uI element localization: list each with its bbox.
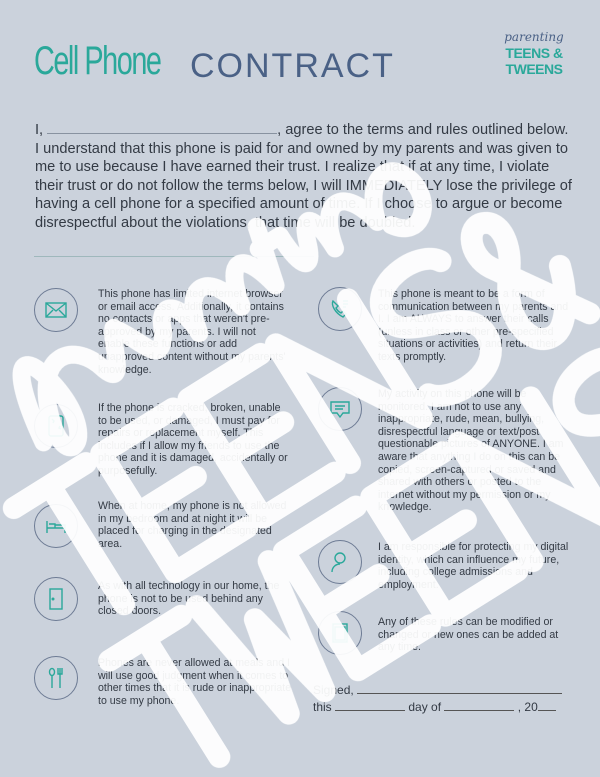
utensils-icon [34,656,78,700]
rule-item: My activity on this phone will be monitored. I am not to use any inappropriate, rude, mean, bullying, disrespectful language or text/post questionable pictures of ANYONE. I am aware that anything I do on this can be copied, screen-captured or saved and shared with others or posted to the internet without my permission or my knowledge. [378,388,564,514]
intro-text: , agree to the terms and rules outlined below. I understand that this phone is paid for and owned by my parents and was given to me to use because I have earned their trust. I realize that if at any time, I violate their trust or do not follow the terms below, I will IMMEDIATELY lose the privilege of having a cell phone for a specified amount of time. If I choose to argue or become disrespectful about the violations, that time will be doubled. [35,122,572,231]
logo-line: TEENS & [505,45,563,61]
cracked-phone-icon [34,404,78,448]
month-blank[interactable] [444,700,514,711]
rule-item: When at home, my phone is not allowed in my bedroom and at night it will be placed for charging in the designated area. [98,500,287,550]
brand-logo [496,30,572,77]
document-icon [318,611,362,655]
rule-item: This phone has limited internet browser or email access. Additionally, it contains no contacts or apps that weren't pre-approved by my parents. I will not enable these functions or add unapproved content without my parents' knowledge. [98,288,286,376]
logo-line: parenting [504,30,564,44]
year-label: , 20 [517,700,538,714]
user-icon [318,540,362,584]
bed-icon [34,504,78,548]
title-cell-phone: Cell Phone [34,39,161,83]
rule-item: Phones are never allowed at meals and I will use good judgment when it comes to other times that it is rude or inappropriate to use my phone. [98,657,292,707]
intro-prefix: I, [35,122,44,138]
day-blank[interactable] [335,700,405,711]
divider [34,256,314,257]
intro-paragraph [35,121,575,233]
signed-label: Signed, [313,683,354,697]
rule-item: As with all technology in our home, the phone is not to be used behind any closed doors. [98,580,280,618]
date-line [313,700,556,714]
rule-item: Any of these rules can be modified or changed or new ones can be added at any time. [378,616,559,654]
year-blank[interactable] [538,700,556,711]
this-label: this [313,700,332,714]
rule-item: This phone is meant to be a form of communication between my parents and I. I am ALWAYS to answer their calls (unless in class or other pre-specified situations or activities) and return their texts promptly. [378,288,569,363]
logo-line: TWEENS [505,61,563,77]
door-icon [34,577,78,621]
title-contract: CONTRACT [190,47,395,85]
envelope-icon [34,288,78,332]
day-of-label: day of [408,700,442,714]
rule-item: If the phone is cracked, broken, unable to be used, or damaged, I must pay for repairs or replacement myself. This includes if I allow my friends to use the phone and it is damaged, accidentally or purposefully. [98,402,288,477]
name-blank[interactable] [47,121,277,134]
signature-line [313,683,562,697]
phone-call-icon [318,287,362,331]
signature-blank[interactable] [357,683,562,694]
chat-icon [318,387,362,431]
rule-item: I am responsible for protecting my digital identity, which can influence my future, including college admissions and employment. [378,541,569,591]
